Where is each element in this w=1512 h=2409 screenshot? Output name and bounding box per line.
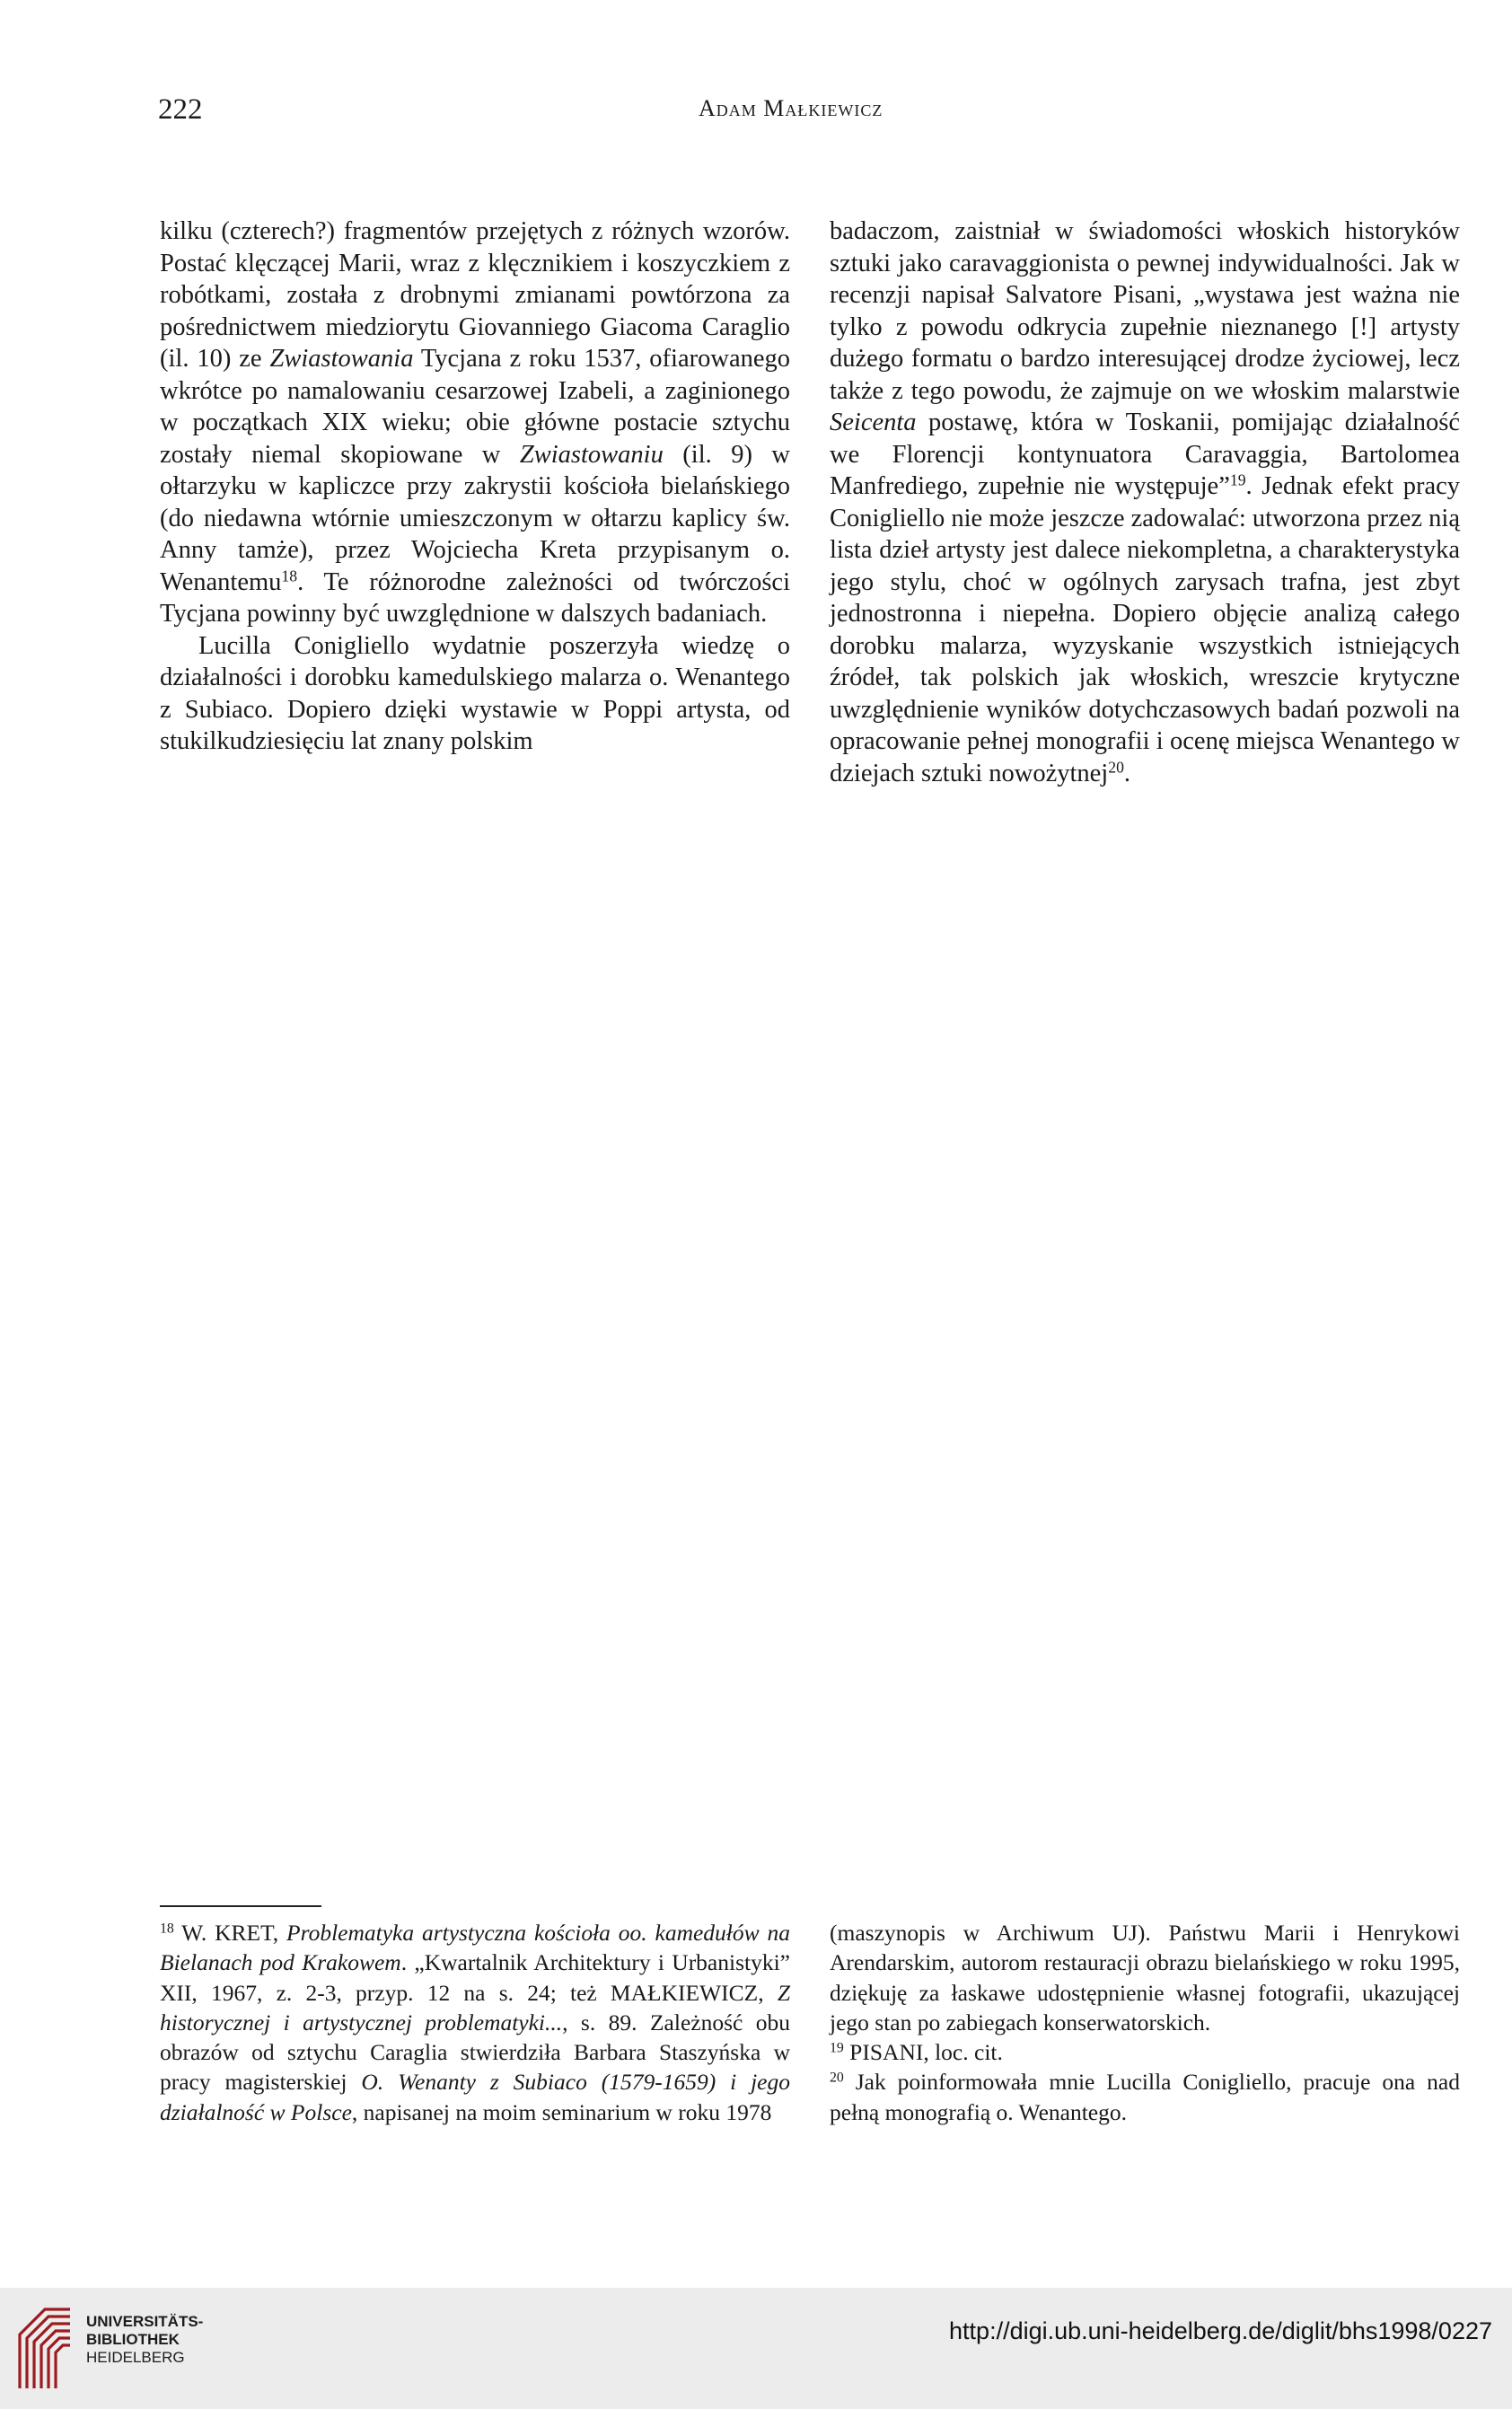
- library-name-line: HEIDELBERG: [86, 2349, 185, 2366]
- italic-title: Zwiastowaniu: [519, 440, 664, 469]
- footnotes-left: [160, 1918, 790, 2127]
- page-number: 222: [158, 93, 203, 126]
- text-run: (il. 9) w ołtarzyku w kapliczce przy zakrystii kościoła bielańskiego (do niedawna wtórnie umieszczonym w ołtarzu kaplicy św. Anny tamże), przez Wojciecha Kreta przypisanym o. Wenantemu: [160, 440, 790, 596]
- source-url-link[interactable]: http://digi.ub.uni-heidelberg.de/diglit/bhs1998/0227: [949, 2317, 1492, 2344]
- library-name-line: UNIVERSITÄTS-: [86, 2313, 204, 2330]
- footnote-number: 19: [830, 2040, 844, 2056]
- body-paragraph: Lucilla Conigliello wydatnie poszerzyła wiedzę o działalności i dorobku kamedulskiego malarza o. Wenantego z Subiaco. Dopiero dzięki wystawie w Poppi artysta, od stukilkudziesięciu lat znany polskim: [160, 631, 790, 755]
- italic-title: Z historycznej i artystycznej problematyki...: [160, 1979, 790, 2035]
- italic-title: Zwiastowania: [269, 345, 414, 373]
- text-run: , napisanej na moim seminarium w roku 1978: [351, 2098, 772, 2125]
- text-run: , s. 89. Zależność obu obrazów od sztychu Caraglia stwierdziła Barbara Staszyńska w pracy magisterskiej: [160, 2009, 790, 2096]
- library-name: [86, 2313, 203, 2367]
- text-run: postawę, która w Toskanii, pomijając działalność we Florencji kontynuatora Caravaggia, Bartolomea Manfrediego, zupełnie nie występuje”: [830, 409, 1460, 500]
- text-run: kilku (czterech?) fragmentów przejętych z różnych wzorów. Postać klęczącej Marii, wraz z klęcznikiem i koszyczkiem z robótkami, została z drobnymi zmianami powtórzona za pośrednictwem miedziorytu Giovanniego Giacoma Caraglio (il. 10) ze: [160, 217, 790, 373]
- running-head-author: Adam Małkiewicz: [699, 95, 883, 121]
- footnote-18-continuation: (maszynopis w Archiwum UJ). Państwu Marii i Henrykowi Arendarskim, autorom restauracji obrazu bielańskiego w roku 1995, dziękuję za łaskawe udostępnienie własnej fotografii, ukazującej jego stan po zabiegach konserwatorskich.: [830, 1920, 1460, 2035]
- text-run: W. KRET,: [173, 1920, 287, 1946]
- text-run: . Te różnorodne zależności od twórczości Tycjana powinny być uwzględnione w dalszych badaniach.: [160, 567, 790, 628]
- footnote-separator: [160, 1905, 321, 1907]
- footnote-ref-18[interactable]: 18: [281, 566, 298, 585]
- text-run: . „Kwartalnik Architektury i Urbanistyki” XII, 1967, z. 2-3, przyp. 12 na s. 24; też MAŁKIEWICZ,: [160, 1949, 790, 2006]
- footnote-18: [160, 1918, 790, 2127]
- italic-title: Problematyka artystyczna kościoła oo. kamedułów na Bielanach pod Krakowem: [160, 1920, 790, 1976]
- text-run: Jak poinformowała mnie Lucilla Conigliello, pracuje ona nad pełną monografią o. Wenantego.: [830, 2069, 1460, 2125]
- text-run: Tycjana z roku 1537, ofiarowanego wkrótce po namalowaniu cesarzowej Izabeli, a zaginionego w początkach XIX wieku; obie główne postacie sztychu zostały niemal skopiowane w: [160, 345, 790, 469]
- footnote-19: [830, 2037, 1460, 2067]
- italic-title: O. Wenanty z Subiaco (1579-1659) i jego działalność w Polsce: [160, 2069, 790, 2125]
- footnote-number: 18: [160, 1921, 174, 1937]
- italic-term: Seicenta: [830, 409, 917, 436]
- text-run: .: [1123, 759, 1131, 787]
- footnote-ref-19[interactable]: 19: [1229, 470, 1246, 489]
- text-run: badaczom, zaistniał w świadomości włoskich historyków sztuki jako caravaggionista o pewnej indywidualności. Jak w recenzji napisał Salvatore Pisani, „wystawa jest ważna nie tylko z powodu odkrycia zupełnie nieznanego [!] artysty dużego formatu o bardzo interesującej drodze życiowej, lecz także z tego powodu, że zajmuje on we włoskim malarstwie: [830, 217, 1460, 405]
- library-logo-icon: [14, 2304, 77, 2392]
- text-run: . Jednak efekt pracy Conigliello nie może jeszcze zadowalać: utworzona przez nią lista dzieł artysty jest dalece niekompletna, a charakterystyka jego stylu, choć w ogólnych zarysach trafna, jest zbyt jednostronna i niepełna. Dopiero objęcie analizą całego dorobku malarza, wyzyskanie wszystkich istniejących źródeł, tak polskich jak włoskich, wreszcie krytyczne uwzględnienie wyników dotychczasowych badań pozwoli na opracowanie pełnej monografii i ocenę miejsca Wenantego w dziejach sztuki nowożytnej: [830, 472, 1460, 787]
- footnote-20: [830, 2067, 1460, 2127]
- footnote-ref-20[interactable]: 20: [1108, 757, 1124, 776]
- body-column-left: [160, 215, 790, 758]
- body-paragraph: [160, 215, 790, 630]
- footnote-number: 20: [830, 2070, 844, 2086]
- body-paragraph: [830, 215, 1460, 789]
- footnotes-right: [830, 1918, 1460, 2127]
- text-run: PISANI, loc. cit.: [843, 2039, 1003, 2066]
- library-footer-bar: [0, 2288, 1512, 2409]
- body-column-right: [830, 215, 1460, 789]
- library-name-line: BIBLIOTHEK: [86, 2331, 180, 2348]
